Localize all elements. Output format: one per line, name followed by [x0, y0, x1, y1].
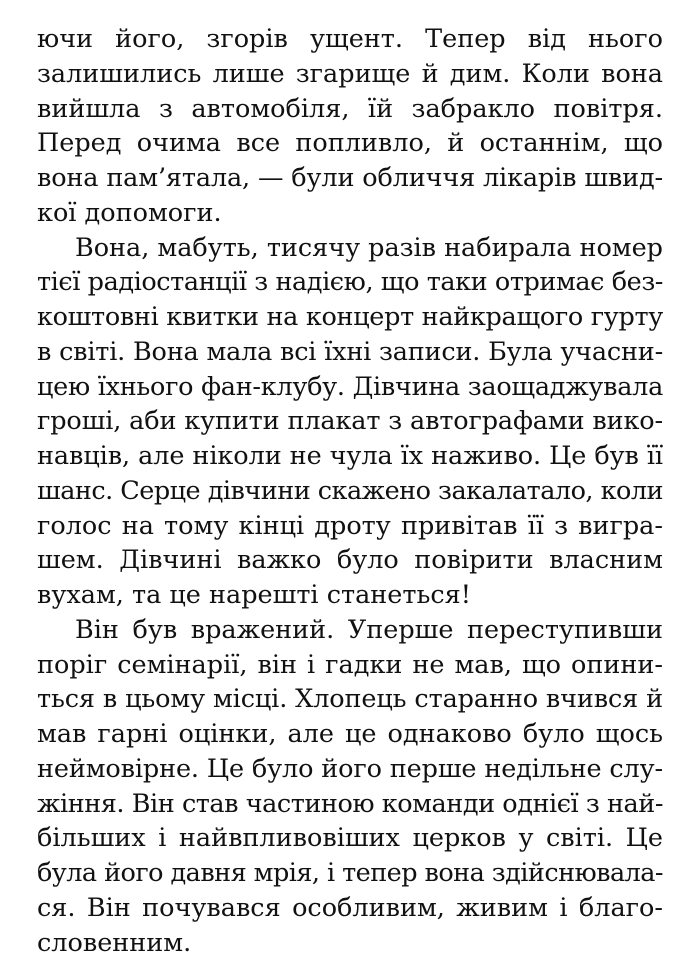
- text-line: ться в цьому місці. Хлопець старанно вчився й: [37, 684, 664, 715]
- text-line: неймовірне. Це було його перше недільне слу-: [37, 753, 663, 784]
- text-line: тієї радіостанції з надією, що таки отримає без-: [37, 267, 663, 298]
- text-line: більших і найвпливовіших церков у світі. Це: [37, 823, 663, 854]
- text-line: Вона, мабуть, тисячу разів набирала номер: [75, 232, 663, 263]
- text-line: Він був вражений. Уперше переступивши: [75, 614, 663, 645]
- text-line: ючи його, згорів ущент. Тепер від нього: [37, 24, 663, 54]
- text-line: шанс. Серце дівчини скажено закалатало, коли: [37, 475, 664, 506]
- text-line: Перед очима все попливло, й останнім, що: [37, 128, 663, 159]
- text-line: кої допомоги.: [37, 197, 222, 228]
- text-line: ся. Він почувався особливим, живим і благо-: [37, 892, 663, 923]
- text-line: навців, але ніколи не чула їх наживо. Це був її: [37, 441, 664, 471]
- text-line: вухам, та це нарешті станеться!: [37, 580, 471, 610]
- text-line: цею їхнього фан-клубу. Дівчина заощаджувала: [37, 371, 663, 402]
- paragraph-3: [37, 613, 663, 961]
- text-line: шем. Дівчині важко було повірити власним: [37, 545, 663, 576]
- text-line: в світі. Вона мала всі їхні записи. Була учасни-: [37, 336, 663, 367]
- text-line: мав гарні оцінки, але це однаково було щось: [37, 719, 663, 749]
- text-line: словенним.: [37, 927, 192, 958]
- text-line: поріг семінарії, він і гадки не мав, що опини-: [37, 649, 663, 680]
- text-line: гроші, аби купити плакат з автографами вико-: [37, 406, 663, 437]
- text-line: залишились лише згарище й дим. Коли вона: [37, 58, 663, 89]
- text-line: вийшла з автомобіля, їй забракло повітря.: [37, 93, 663, 124]
- text-line: вона пам’ятала, — були обличчя лікарів швид-: [37, 163, 664, 193]
- paragraph-1: [37, 22, 663, 231]
- text-line: голос на тому кінці дроту привітав її з вигра-: [37, 510, 663, 541]
- text-line: була його давня мрія, і тепер вона здійснювала-: [37, 858, 663, 888]
- text-line: жіння. Він став частиною команди однієї з най-: [37, 788, 664, 819]
- document-page: [37, 22, 663, 960]
- paragraph-2: [37, 231, 663, 613]
- text-line: коштовні квитки на концерт найкращого гурту: [37, 302, 663, 332]
